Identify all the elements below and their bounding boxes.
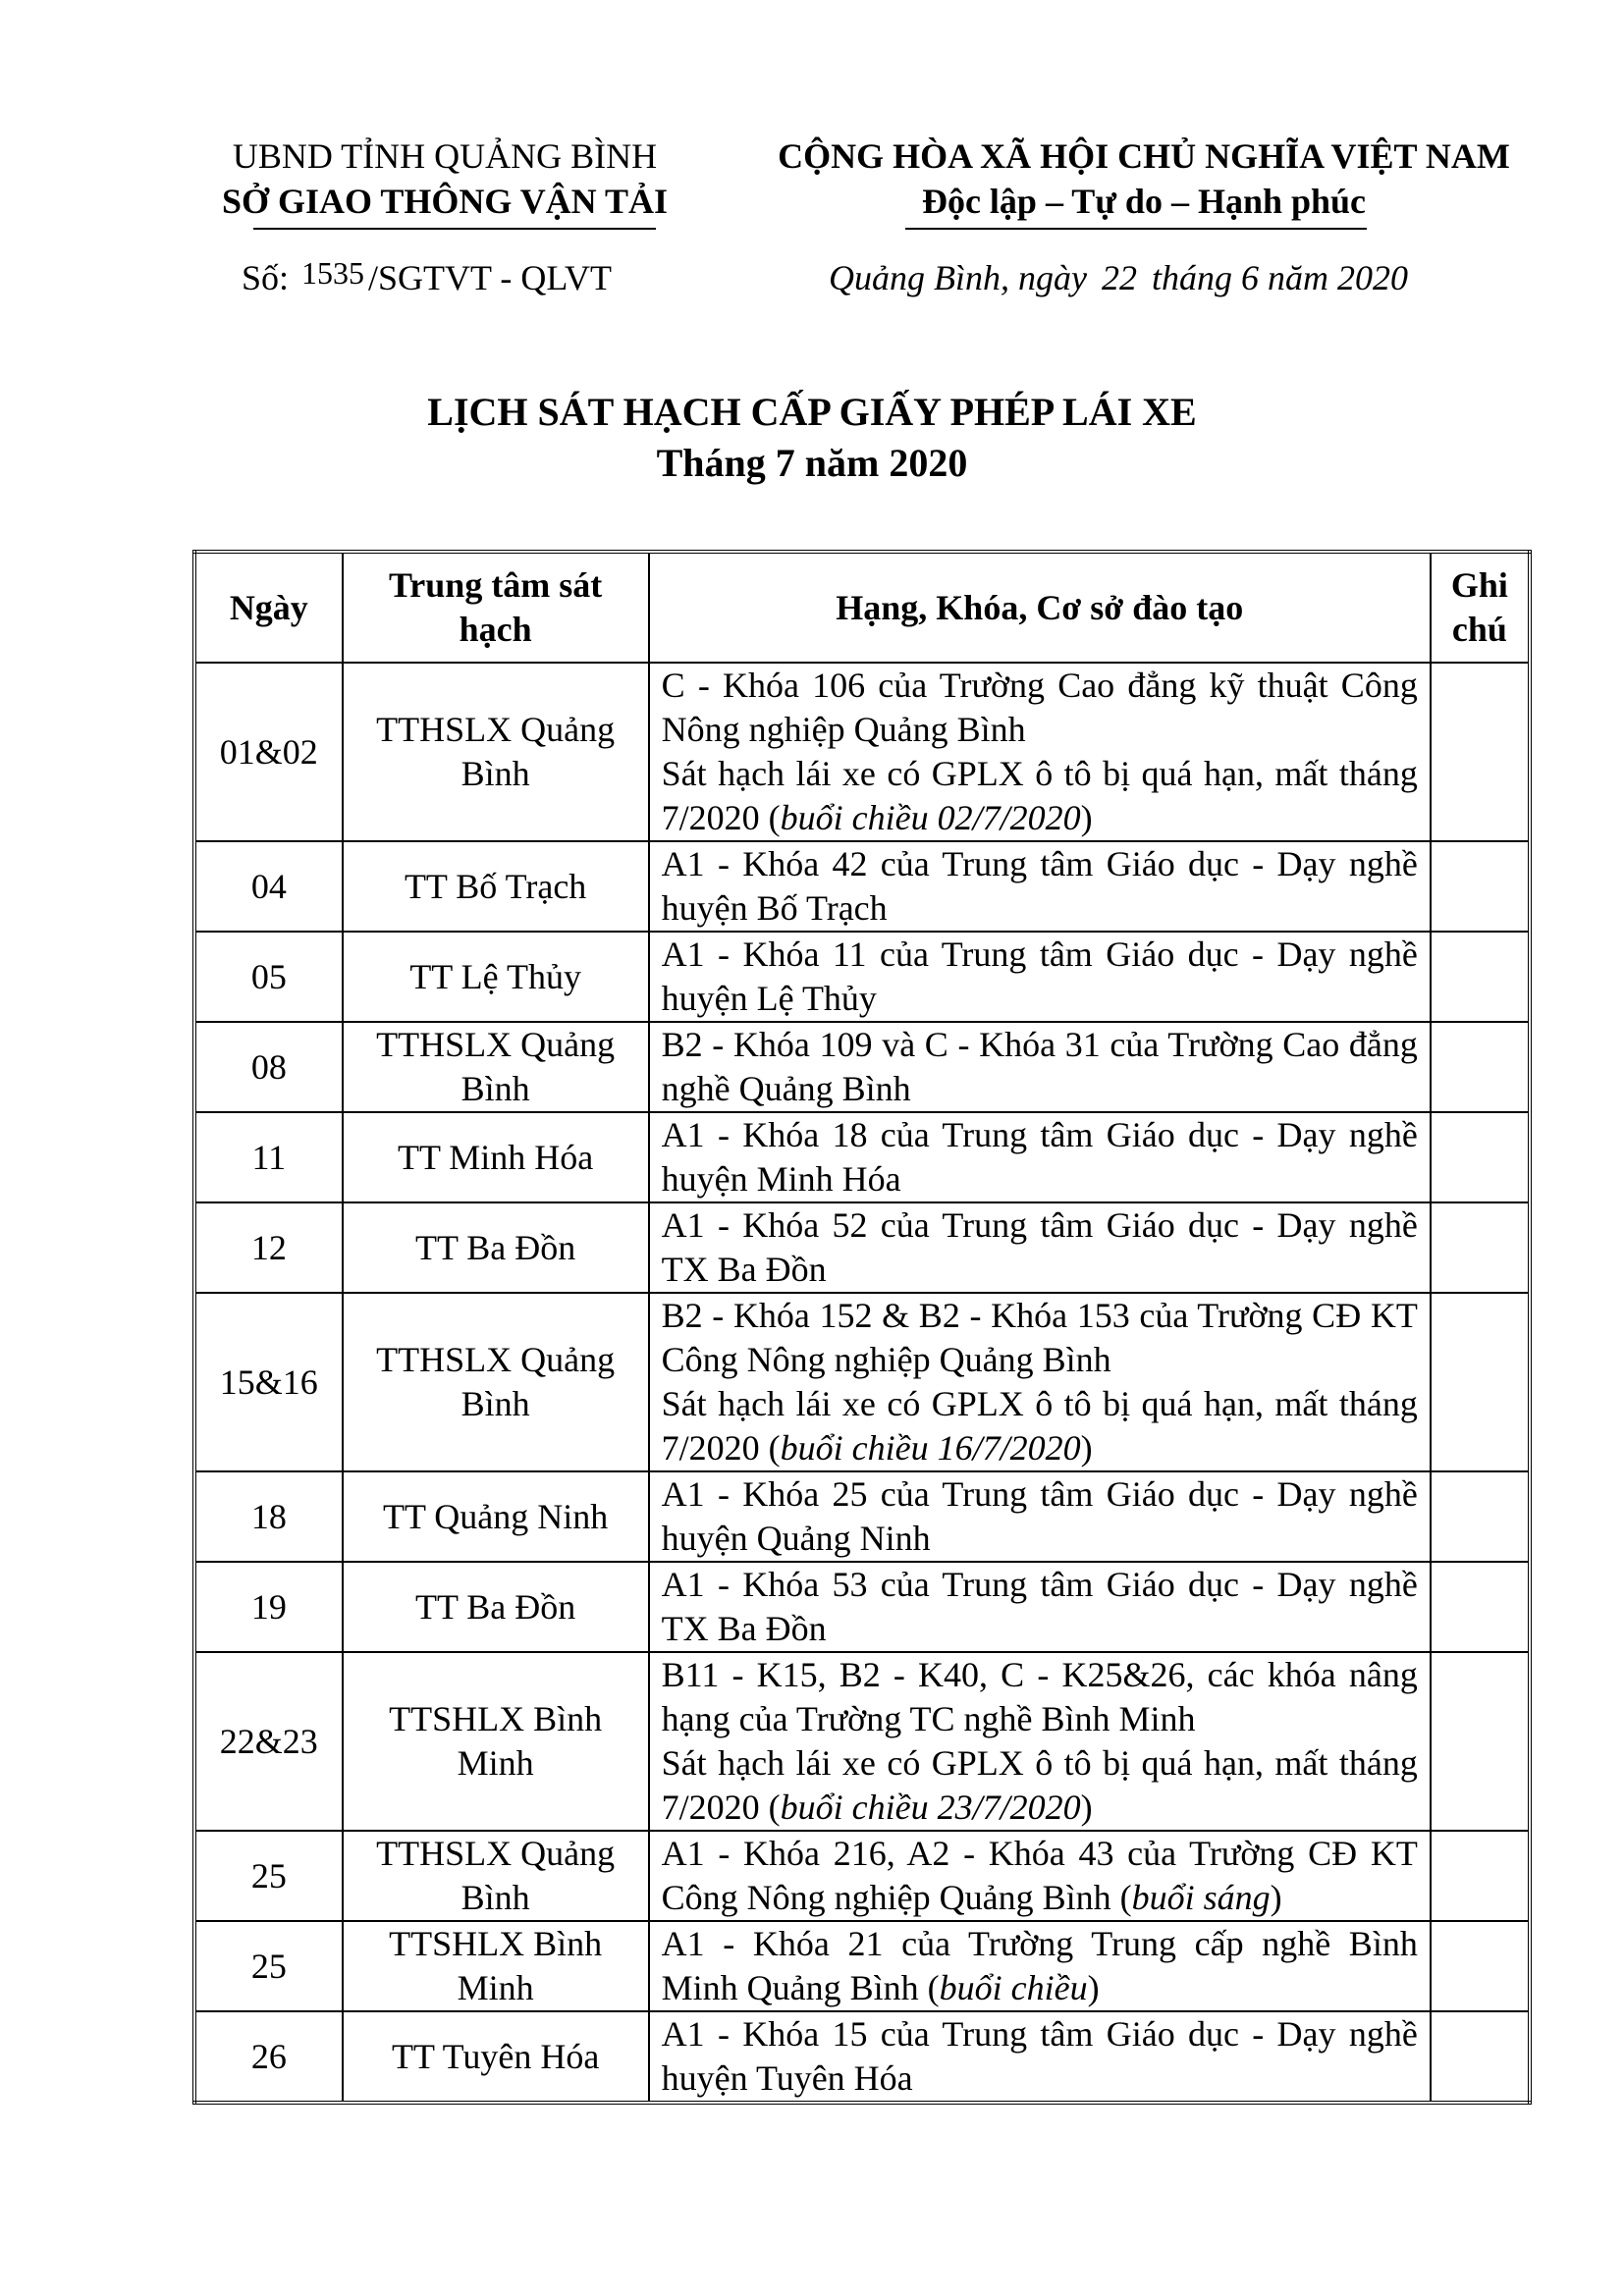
description-text: A1 - Khóa 15 của Trung tâm Giáo dục - Dạy nghề huyện Tuyên Hóa (661, 2014, 1418, 2098)
header-desc: Hạng, Khóa, Cơ sở đào tạo (649, 552, 1431, 663)
document-number-value: 1535 (301, 255, 365, 291)
row-description (649, 1471, 1431, 1562)
table-row (194, 1293, 1530, 1471)
description-line (662, 933, 1418, 1021)
document-date (829, 257, 1408, 298)
row-date: 19 (194, 1562, 343, 1652)
description-text: A1 - Khóa 216, A2 - Khóa 43 của Trường CĐ KT Công Nông nghiệp Quảng Bình ( (661, 1834, 1418, 1917)
description-session: buổi chiều (939, 1968, 1088, 2007)
row-note (1431, 1921, 1530, 2011)
row-note (1431, 1022, 1530, 1112)
row-description (649, 2011, 1431, 2103)
document-number-label: Số: (242, 258, 290, 297)
row-date: 26 (194, 2011, 343, 2103)
description-line (662, 1472, 1418, 1561)
row-date: 25 (194, 1831, 343, 1921)
header-note-line1: Ghi (1450, 565, 1508, 605)
description-text: A1 - Khóa 11 của Trung tâm Giáo dục - Dạy nghề huyện Lệ Thủy (661, 934, 1418, 1018)
row-center: TTHSLX Quảng Bình (343, 1293, 649, 1471)
row-center: TT Tuyên Hóa (343, 2011, 649, 2103)
description-close: ) (1270, 1878, 1282, 1917)
description-text: A1 - Khóa 18 của Trung tâm Giáo dục - Dạy nghề huyện Minh Hóa (661, 1115, 1418, 1199)
row-center: TTSHLX Bình Minh (343, 1652, 649, 1831)
description-text: A1 - Khóa 25 của Trung tâm Giáo dục - Dạy nghề huyện Quảng Ninh (661, 1474, 1418, 1558)
document-number (242, 257, 612, 298)
description-line (662, 2012, 1418, 2101)
row-note (1431, 1112, 1530, 1202)
row-description (649, 1562, 1431, 1652)
table-header-row (194, 552, 1530, 663)
date-rest: tháng 6 năm 2020 (1151, 258, 1408, 297)
description-line (662, 664, 1418, 752)
row-note (1431, 1202, 1530, 1293)
description-line (662, 1741, 1418, 1830)
table-row (194, 932, 1530, 1022)
description-line (662, 1113, 1418, 1201)
row-description (649, 1831, 1431, 1921)
description-line (662, 1023, 1418, 1111)
row-center: TT Ba Đồn (343, 1202, 649, 1293)
table-row (194, 1921, 1530, 2011)
description-line (662, 842, 1418, 931)
document-subtitle: Tháng 7 năm 2020 (656, 441, 968, 485)
row-description (649, 1293, 1431, 1471)
table-row (194, 1652, 1530, 1831)
header-date: Ngày (194, 552, 343, 663)
table-row (194, 663, 1530, 841)
table-row (194, 1471, 1530, 1562)
table-row (194, 1562, 1530, 1652)
row-center: TTSHLX Bình Minh (343, 1921, 649, 2011)
department-name: SỞ GIAO THÔNG VẬN TẢI (221, 182, 669, 221)
description-close: ) (1087, 1968, 1100, 2007)
row-description (649, 1022, 1431, 1112)
national-motto: Độc lập – Tự do – Hạnh phúc (921, 182, 1367, 221)
row-date: 15&16 (194, 1293, 343, 1471)
description-text: A1 - Khóa 21 của Trường Trung cấp nghề Bình Minh Quảng Bình ( (661, 1924, 1418, 2007)
document-title: LỊCH SÁT HẠCH CẤP GIẤY PHÉP LÁI XE (427, 390, 1197, 434)
row-date: 01&02 (194, 663, 343, 841)
description-line (662, 1653, 1418, 1741)
description-text: B11 - K15, B2 - K40, C - K25&26, các khóa nâng hạng của Trường TC nghề Bình Minh (661, 1655, 1418, 1738)
row-center: TTHSLX Quảng Bình (343, 1022, 649, 1112)
table-row (194, 1202, 1530, 1293)
description-close: ) (1080, 1788, 1093, 1827)
row-description (649, 1921, 1431, 2011)
motto-underline (905, 228, 1367, 230)
row-date: 04 (194, 841, 343, 932)
row-center: TT Ba Đồn (343, 1562, 649, 1652)
description-session: buổi sáng (1131, 1878, 1271, 1917)
table-row (194, 2011, 1530, 2103)
row-description (649, 1652, 1431, 1831)
row-date: 11 (194, 1112, 343, 1202)
department-underline (253, 228, 656, 230)
row-center: TT Quảng Ninh (343, 1471, 649, 1562)
row-description (649, 1112, 1431, 1202)
description-line (662, 1294, 1418, 1382)
table-row (194, 1831, 1530, 1921)
schedule-table (192, 550, 1532, 2105)
header-note-line2: chú (1451, 610, 1507, 649)
description-line (662, 1563, 1418, 1651)
header-note (1431, 552, 1530, 663)
description-line (662, 1832, 1418, 1920)
row-center: TT Bố Trạch (343, 841, 649, 932)
row-date: 08 (194, 1022, 343, 1112)
row-note (1431, 841, 1530, 932)
row-note (1431, 2011, 1530, 2103)
national-title: CỘNG HÒA XÃ HỘI CHỦ NGHĨA VIỆT NAM (778, 136, 1510, 176)
description-close: ) (1080, 1428, 1093, 1468)
row-note (1431, 1562, 1530, 1652)
row-note (1431, 1831, 1530, 1921)
table-row (194, 841, 1530, 932)
table-row (194, 1022, 1530, 1112)
description-text: A1 - Khóa 52 của Trung tâm Giáo dục - Dạy nghề TX Ba Đồn (661, 1205, 1418, 1289)
description-text: Sát hạch lái xe có GPLX ô tô bị quá hạn, mất tháng 7/2020 ( (661, 1743, 1418, 1827)
description-line (662, 752, 1418, 840)
description-text: C - Khóa 106 của Trường Cao đẳng kỹ thuật Công Nông nghiệp Quảng Bình (661, 666, 1418, 749)
header-right (746, 133, 1542, 224)
description-text: B2 - Khóa 152 & B2 - Khóa 153 của Trường CĐ KT Công Nông nghiệp Quảng Bình (661, 1296, 1418, 1379)
table-body (194, 663, 1530, 2103)
description-text: A1 - Khóa 53 của Trung tâm Giáo dục - Dạy nghề TX Ba Đồn (661, 1565, 1418, 1648)
row-center: TT Minh Hóa (343, 1112, 649, 1202)
province-name: UBND TỈNH QUẢNG BÌNH (232, 136, 658, 176)
table-row (194, 1112, 1530, 1202)
header-left (175, 133, 715, 224)
header-center: Trung tâm sát hạch (343, 552, 649, 663)
description-line (662, 1203, 1418, 1292)
row-date: 18 (194, 1471, 343, 1562)
row-note (1431, 1471, 1530, 1562)
description-text: A1 - Khóa 42 của Trung tâm Giáo dục - Dạy nghề huyện Bố Trạch (661, 844, 1418, 928)
row-note (1431, 932, 1530, 1022)
row-description (649, 1202, 1431, 1293)
row-center: TT Lệ Thủy (343, 932, 649, 1022)
row-description (649, 663, 1431, 841)
row-description (649, 932, 1431, 1022)
description-session: buổi chiều 02/7/2020 (780, 798, 1081, 837)
schedule-table-wrapper (192, 550, 1532, 2105)
row-date: 25 (194, 1921, 343, 2011)
row-center: TTHSLX Quảng Bình (343, 1831, 649, 1921)
row-center: TTHSLX Quảng Bình (343, 663, 649, 841)
description-session: buổi chiều 23/7/2020 (780, 1788, 1081, 1827)
description-close: ) (1080, 798, 1093, 837)
description-session: buổi chiều 16/7/2020 (780, 1428, 1081, 1468)
date-prefix: Quảng Bình, ngày (829, 258, 1087, 297)
row-note (1431, 1652, 1530, 1831)
description-text: Sát hạch lái xe có GPLX ô tô bị quá hạn, mất tháng 7/2020 ( (661, 1384, 1418, 1468)
row-date: 22&23 (194, 1652, 343, 1831)
row-description (649, 841, 1431, 932)
row-note (1431, 1293, 1530, 1471)
description-line (662, 1922, 1418, 2010)
row-date: 05 (194, 932, 343, 1022)
description-text: B2 - Khóa 109 và C - Khóa 31 của Trường Cao đẳng nghề Quảng Bình (661, 1025, 1418, 1108)
date-day: 22 (1101, 258, 1137, 297)
row-note (1431, 663, 1530, 841)
description-line (662, 1382, 1418, 1470)
row-date: 12 (194, 1202, 343, 1293)
document-number-suffix: /SGTVT - QLVT (368, 258, 613, 297)
description-text: Sát hạch lái xe có GPLX ô tô bị quá hạn, mất tháng 7/2020 ( (661, 754, 1418, 837)
